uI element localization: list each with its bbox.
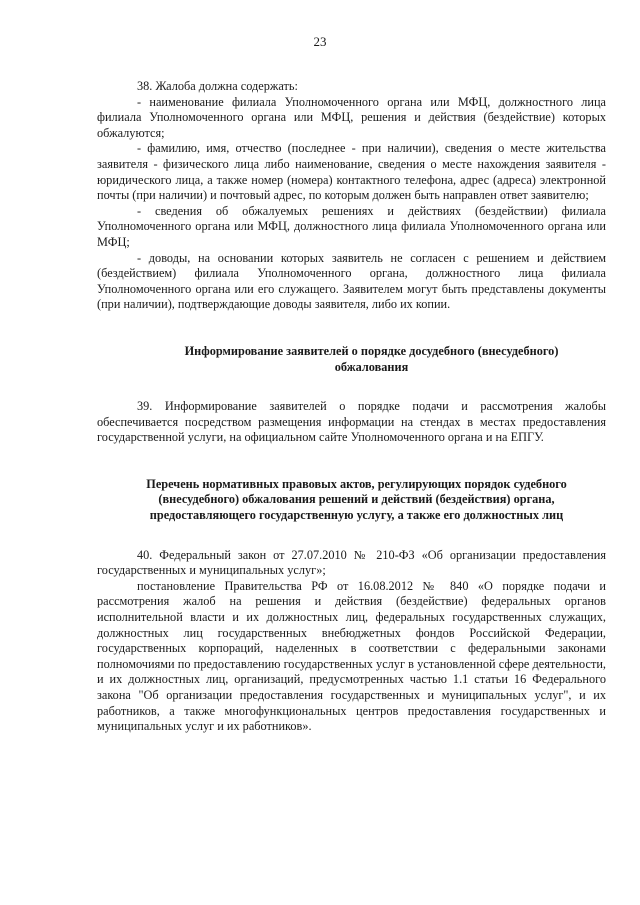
section-heading-informing: Информирование заявителей о порядке досудебного (внесудебного) обжалования: [184, 343, 559, 374]
informing-paragraph: 39. Информирование заявителей о порядке подачи и рассмотрения жалобы обеспечивается посредством размещения информации на стендах в местах предоставления государственной услуги, на официальном сайте Уполномоченного органа и на ЕПГУ.: [97, 399, 606, 445]
complaint-requirement-item: - сведения об обжалуемых решениях и действиях (бездействии) филиала Уполномоченного органа или МФЦ, должностного лица филиала Уполномоченного органа или МФЦ;: [97, 203, 606, 249]
complaint-requirement-item: - наименование филиала Уполномоченного органа или МФЦ, должностного лица филиала Уполномоченного органа или МФЦ, решения и действия (бездействие) которых обжалуются;: [97, 94, 606, 140]
section-heading-legal-acts: Перечень нормативных правовых актов, регулирующих порядок судебного (внесудебного) обжалования решений и действий (бездействия) органа, предоставляющего государственную услугу, а также его должностных лиц: [146, 476, 567, 523]
complaint-requirement-item: - фамилию, имя, отчество (последнее - при наличии), сведения о месте жительства заявителя - физического лица либо наименование, сведения о месте нахождения заявителя - юридического лица, а также номер (номера) контактного телефона, адрес (адреса) электронной почты (при наличии) и почтовый адрес, по которым должен быть направлен ответ заявителю;: [97, 141, 606, 203]
page-content: [97, 79, 606, 735]
complaint-contents-intro: 38. Жалоба должна содержать:: [137, 79, 298, 93]
federal-law-paragraph: 40. Федеральный закон от 27.07.2010 № 210-ФЗ «Об организации предоставления государственных и муниципальных услуг»;: [97, 547, 606, 578]
page-number: 23: [313, 34, 327, 49]
government-decree-paragraph: постановление Правительства РФ от 16.08.2012 № 840 «О порядке подачи и рассмотрения жалоб на решения и действия (бездействие) федеральных органов исполнительной власти и их должностных лиц, федеральных государственных служащих, должностных лиц государственных внебюджетных фондов Российской Федерации, государственных корпораций, наделенных в соответствии с федеральными законами полномочиями по предоставлению государственных услуг в установленной сфере деятельности, и их должностных лиц, организаций, предусмотренных частью 1.1 статьи 16 Федерального закона "Об организации предоставления государственных и муниципальных услуг", и их работников, а также многофункциональных центров предоставления государственных и муниципальных услуг и их работников».: [97, 578, 606, 734]
complaint-requirement-item: - доводы, на основании которых заявитель не согласен с решением и действием (бездействием) филиала Уполномоченного органа, должностного лица филиала Уполномоченного органа или его служащего. Заявителем могут быть представлены документы (при наличии), подтверждающие доводы заявителя, либо их копии.: [97, 250, 606, 312]
